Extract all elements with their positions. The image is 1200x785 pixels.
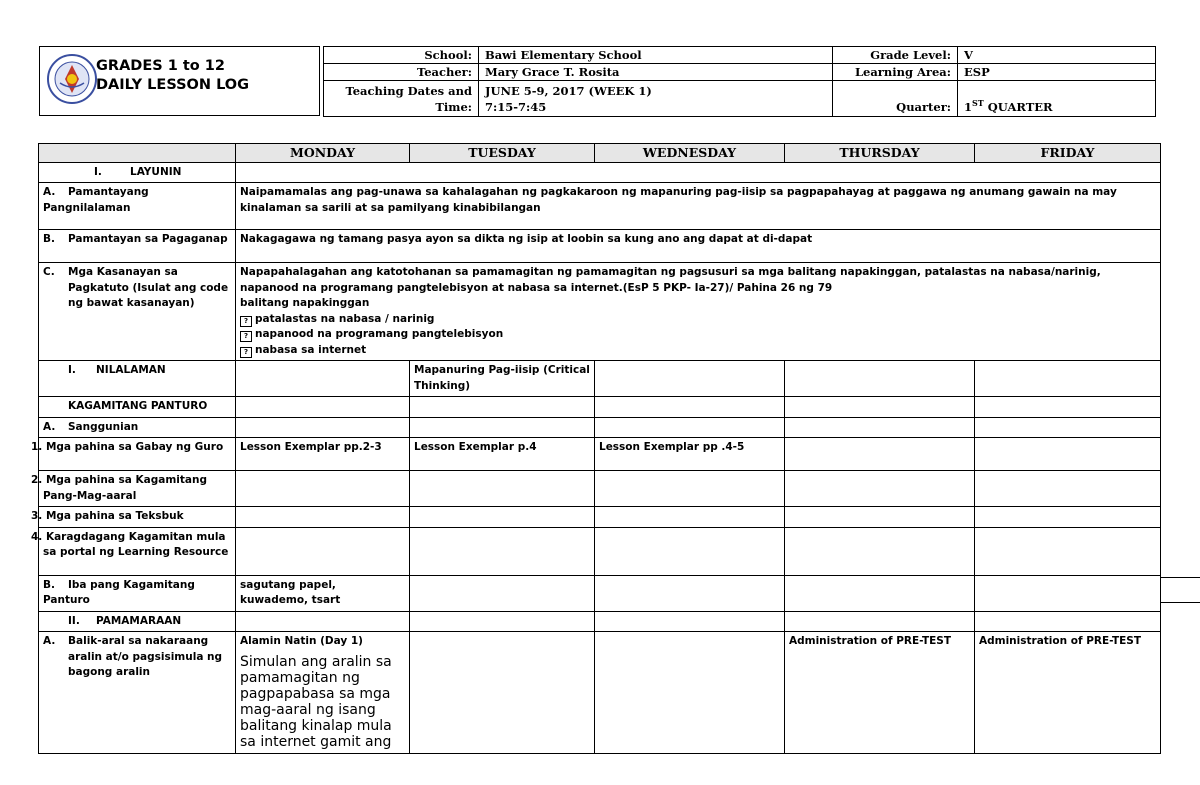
kasanayan-bullet <box>240 327 1156 343</box>
row-kasanayan <box>39 263 1161 361</box>
balik-aral-monday <box>236 632 410 754</box>
dates-label <box>324 81 479 117</box>
doc-title-line2: DAILY LESSON LOG <box>96 77 250 93</box>
mag-aaral-tuesday <box>410 471 595 507</box>
info-box <box>323 46 1155 116</box>
area-value: ESP <box>958 64 1156 81</box>
row-pamantayang-pangnilalaman <box>39 183 1161 230</box>
karagdagan-wednesday <box>595 527 785 575</box>
letter-iba: B. <box>43 578 55 591</box>
pamamaraan-thursday <box>785 611 975 632</box>
area-label: Learning Area: <box>833 64 958 81</box>
letter-c: C. <box>43 266 55 278</box>
row-karagdagang-kagamitan <box>39 527 1161 575</box>
sanggunian-monday <box>236 417 410 438</box>
label-text-c: Mga Kasanayan sa Pagkatuto (Isulat ang code ng bawat kasanayan) <box>68 266 229 309</box>
teacher-label: Teacher: <box>324 64 479 81</box>
balik-aral-friday: Administration of PRE-TEST <box>975 632 1161 754</box>
iba-friday <box>975 575 1161 611</box>
iba-thursday <box>785 575 975 611</box>
sanggunian-tuesday <box>410 417 595 438</box>
label-kasanayan <box>39 263 236 361</box>
bullet-box-icon: ? <box>240 331 252 342</box>
quarter-sup: ST <box>972 98 984 109</box>
label-karagdagang-kagamitan: 4. Karagdagang Kagamitan mula sa portal ng Learning Resource <box>39 527 236 575</box>
iba-monday: sagutang papel, kuwademo, tsart <box>236 575 410 611</box>
row-nilalaman <box>39 361 1161 397</box>
table-edge-line <box>1160 602 1200 603</box>
kagamitan-wednesday <box>595 397 785 418</box>
bullet-box-icon: ? <box>240 347 252 358</box>
quarter-label: Quarter: <box>833 81 958 117</box>
nilalaman-monday <box>236 361 410 397</box>
bullet-text: nabasa sa internet <box>255 343 367 356</box>
kagamitan-friday <box>975 397 1161 418</box>
label-kagamitang-mag-aaral: 2. Mga pahina sa Kagamitang Pang-Mag-aaral <box>39 471 236 507</box>
nilalaman-num: I. <box>68 364 76 376</box>
row-gabay-guro <box>39 438 1161 471</box>
blank-header-cell <box>39 144 236 163</box>
info-table <box>323 46 1156 117</box>
iba-text: Iba pang Kagamitang Panturo <box>43 578 195 606</box>
sanggunian-text: Sanggunian <box>68 420 139 433</box>
karagdagan-monday <box>236 527 410 575</box>
label-sanggunian <box>39 417 236 438</box>
letter-a: A. <box>43 186 56 198</box>
label-pamamaraan <box>39 611 236 632</box>
nilalaman-friday <box>975 361 1161 397</box>
sanggunian-wednesday <box>595 417 785 438</box>
teksbuk-thursday <box>785 507 975 528</box>
dates-value <box>479 81 833 117</box>
mag-aaral-wednesday <box>595 471 785 507</box>
karagdagan-friday <box>975 527 1161 575</box>
dates-label-line1: Teaching Dates and <box>345 83 472 98</box>
alamin-text: Simulan ang aralin sa pamamagitan ng pagpapabasa sa mga mag-aaral ng isang balitang kinalap mula sa internet gamit ang <box>240 653 392 750</box>
table-edge-line <box>1160 577 1200 578</box>
iba-tuesday <box>410 575 595 611</box>
mag-aaral-thursday <box>785 471 975 507</box>
kasanayan-bullet <box>240 343 1156 359</box>
quarter-num: 1 <box>964 100 973 114</box>
balik-aral-thursday: Administration of PRE-TEST <box>785 632 975 754</box>
day-header-tuesday: TUESDAY <box>410 144 595 163</box>
kasanayan-text: Napapahalagahan ang katotohanan sa pamamagitan ng pamamagitan ng pagsusuri sa mga balitang napakinggan, patalastas na nabasa/narinig, napanood na programang pangtelebisyon at nabasa sa internet.(EsP 5 PKP- Ia-27)/ Pahina 26 ng 79 <box>240 266 1101 294</box>
label-text-a: Pamantayang Pangnilalaman <box>43 186 149 214</box>
layunin-content <box>236 162 1161 183</box>
letter-sanggunian: A. <box>43 420 56 433</box>
teksbuk-wednesday <box>595 507 785 528</box>
label-gabay-guro: 1. Mga pahina sa Gabay ng Guro <box>39 438 236 471</box>
letter-balik-aral: A. <box>43 635 56 647</box>
gabay-guro-tuesday: Lesson Exemplar p.4 <box>410 438 595 471</box>
sanggunian-friday <box>975 417 1161 438</box>
row-iba-pang-kagamitan <box>39 575 1161 611</box>
row-teksbuk <box>39 507 1161 528</box>
label-iba-pang-kagamitan <box>39 575 236 611</box>
content-pamantayan-sa-pagaganap: Nakagagawa ng tamang pasya ayon sa dikta ng isip at loobin sa kung ano ang dapat at di-dapat <box>236 230 1161 263</box>
label-teksbuk: 3. Mga pahina sa Teksbuk <box>39 507 236 528</box>
day-header-wednesday: WEDNESDAY <box>595 144 785 163</box>
grade-label: Grade Level: <box>833 47 958 64</box>
layunin-row <box>39 162 1161 183</box>
layunin-heading <box>39 162 236 183</box>
row-kagamitan <box>39 397 1161 418</box>
pamamaraan-text: PAMAMARAAN <box>96 614 182 627</box>
karagdagan-tuesday <box>410 527 595 575</box>
pamamaraan-friday <box>975 611 1161 632</box>
row-kagamitang-mag-aaral <box>39 471 1161 507</box>
kagamitan-monday <box>236 397 410 418</box>
gabay-guro-friday <box>975 438 1161 471</box>
mag-aaral-friday <box>975 471 1161 507</box>
layunin-label: LAYUNIN <box>130 165 182 178</box>
label-text-b: Pamantayan sa Pagaganap <box>68 233 228 245</box>
grade-value: V <box>958 47 1156 64</box>
kasanayan-line2: balitang napakinggan <box>240 297 370 309</box>
content-pamantayang-pangnilalaman: Naipamamalas ang pag-unawa sa kahalagahan ng pagkakaroon ng mapanuring pag-iisip sa pagpapahayag at paggawa ng anumang gawain na may kinalaman sa sarili at sa pamilyang kinabibilangan <box>236 183 1161 230</box>
teksbuk-monday <box>236 507 410 528</box>
bullet-text: napanood na programang pangtelebisyon <box>255 328 504 340</box>
nilalaman-label: NILALAMAN <box>96 364 166 376</box>
pamamaraan-monday <box>236 611 410 632</box>
content-kasanayan <box>236 263 1161 361</box>
balik-aral-wednesday <box>595 632 785 754</box>
nilalaman-thursday <box>785 361 975 397</box>
gabay-guro-wednesday: Lesson Exemplar pp .4-5 <box>595 438 785 471</box>
day-header-friday: FRIDAY <box>975 144 1161 163</box>
alamin-title: Alamin Natin (Day 1) <box>240 635 363 647</box>
day-header-row <box>39 144 1161 163</box>
header-title-box <box>39 46 320 116</box>
kagamitan-tuesday <box>410 397 595 418</box>
row-pamamaraan <box>39 611 1161 632</box>
balik-aral-text: Balik-aral sa nakaraang aralin at/o pagsisimula ng bagong aralin <box>68 635 223 678</box>
doc-title-line1: GRADES 1 to 12 <box>96 58 225 74</box>
karagdagan-thursday <box>785 527 975 575</box>
layunin-num: I. <box>94 165 102 178</box>
mag-aaral-monday <box>236 471 410 507</box>
row-pamantayan-sa-pagaganap <box>39 230 1161 263</box>
pamamaraan-tuesday <box>410 611 595 632</box>
bullet-text: patalastas na nabasa / narinig <box>255 312 435 325</box>
gabay-guro-thursday <box>785 438 975 471</box>
kagamitan-thursday <box>785 397 975 418</box>
label-nilalaman <box>39 361 236 397</box>
teksbuk-friday <box>975 507 1161 528</box>
label-balik-aral <box>39 632 236 754</box>
teksbuk-tuesday <box>410 507 595 528</box>
iba-wednesday <box>595 575 785 611</box>
row-sanggunian <box>39 417 1161 438</box>
quarter-word: QUARTER <box>983 100 1053 114</box>
lesson-log-table <box>31 143 1161 754</box>
nilalaman-wednesday <box>595 361 785 397</box>
dates-label-line2: Time: <box>435 99 472 114</box>
school-label: School: <box>324 47 479 64</box>
dates-value-line1: JUNE 5-9, 2017 (WEEK 1) <box>485 83 652 98</box>
day-header-monday: MONDAY <box>236 144 410 163</box>
kasanayan-bullet <box>240 312 1156 328</box>
label-pamantayan-sa-pagaganap <box>39 230 236 263</box>
sanggunian-thursday <box>785 417 975 438</box>
label-pamantayang-pangnilalaman <box>39 183 236 230</box>
letter-b: B. <box>43 233 55 245</box>
bullet-box-icon: ? <box>240 316 252 327</box>
nilalaman-tuesday: Mapanuring Pag-iisip (Critical Thinking) <box>410 361 595 397</box>
teacher-value: Mary Grace T. Rosita <box>479 64 833 81</box>
dates-value-line2: 7:15-7:45 <box>485 99 547 114</box>
quarter-value <box>958 81 1156 117</box>
deped-seal-icon <box>46 53 98 105</box>
balik-aral-tuesday <box>410 632 595 754</box>
pamamaraan-wednesday <box>595 611 785 632</box>
row-balik-aral <box>39 632 1161 754</box>
day-header-thursday: THURSDAY <box>785 144 975 163</box>
school-value: Bawi Elementary School <box>479 47 833 64</box>
label-kagamitan: KAGAMITANG PANTURO <box>39 397 236 418</box>
pamamaraan-num: II. <box>68 614 80 627</box>
gabay-guro-monday: Lesson Exemplar pp.2-3 <box>236 438 410 471</box>
